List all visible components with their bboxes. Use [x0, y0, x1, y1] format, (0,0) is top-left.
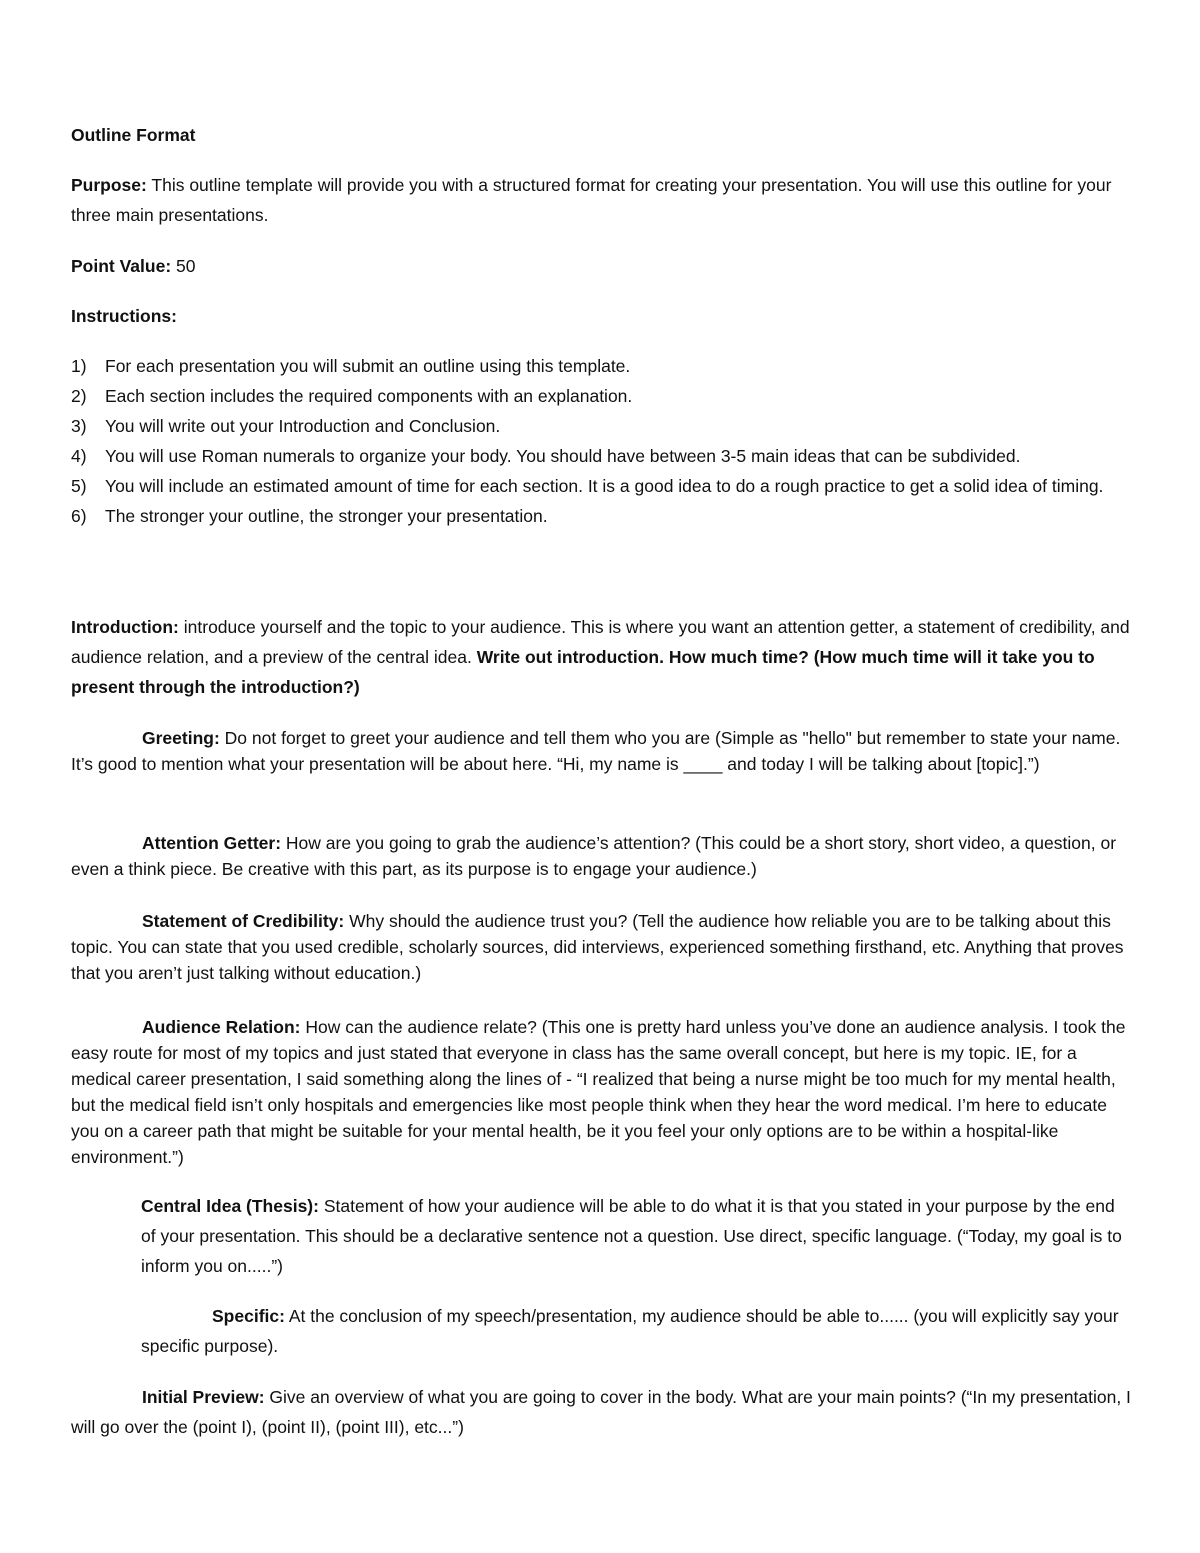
list-number: 5)	[71, 476, 87, 496]
greeting-text: Do not forget to greet your audience and tell them who you are (Simple as "hello" but remember to state your name. It’s good to mention what your presentation will be about here. “Hi, my name is ____ and today I will be talking about [topic].”)	[71, 728, 1121, 774]
list-number: 4)	[71, 446, 87, 466]
list-item	[71, 351, 1131, 381]
purpose-paragraph	[71, 170, 1131, 230]
point-value-label: Point Value:	[71, 256, 172, 276]
initial-preview-label: Initial Preview:	[142, 1387, 265, 1407]
central-idea-label: Central Idea (Thesis):	[141, 1196, 319, 1216]
list-number: 2)	[71, 386, 87, 406]
list-item	[71, 501, 1131, 531]
attention-getter-label: Attention Getter:	[142, 833, 282, 853]
specific-text: At the conclusion of my speech/presentation, my audience should be able to...... (you will explicitly say your specific purpose).	[141, 1306, 1119, 1356]
greeting-label: Greeting:	[142, 728, 220, 748]
credibility-text: Why should the audience trust you? (Tell the audience how reliable you are to be talking about this topic. You can state that you used credible, scholarly sources, did interviews, experienced something firsthand, etc. Anything that proves that you aren’t just talking without education.)	[71, 911, 1124, 983]
purpose-text: This outline template will provide you with a structured format for creating your presentation. You will use this outline for your three main presentations.	[71, 175, 1112, 225]
audience-relation-paragraph	[71, 1014, 1131, 1170]
introduction-paragraph	[71, 612, 1131, 702]
audience-relation-label: Audience Relation:	[142, 1017, 301, 1037]
credibility-label: Statement of Credibility:	[142, 911, 345, 931]
list-text: The stronger your outline, the stronger your presentation.	[105, 506, 548, 526]
list-item	[71, 441, 1131, 471]
introduction-text: introduce yourself and the topic to your audience. This is where you want an attention getter, a statement of credibility, and audience relation, and a preview of the central idea.	[71, 617, 1130, 667]
instructions-list	[71, 351, 1131, 531]
instructions-heading: Instructions:	[71, 306, 177, 326]
initial-preview-text: Give an overview of what you are going to cover in the body. What are your main points? (“In my presentation, I will go over the (point I), (point II), (point III), etc...”)	[71, 1387, 1131, 1437]
purpose-label: Purpose:	[71, 175, 147, 195]
attention-getter-text: How are you going to grab the audience’s attention? (This could be a short story, short video, a question, or even a think piece. Be creative with this part, as its purpose is to engage your audience.)	[71, 833, 1117, 879]
document-title: Outline Format	[71, 125, 196, 145]
list-text: For each presentation you will submit an outline using this template.	[105, 356, 631, 376]
central-idea-text: Statement of how your audience will be able to do what it is that you stated in your purpose by the end of your presentation. This should be a declarative sentence not a question. Use direct, specific language. (“Today, my goal is to inform you on.....”)	[141, 1196, 1122, 1276]
point-value-paragraph	[71, 251, 1131, 281]
attention-getter-paragraph	[71, 830, 1131, 882]
list-item	[71, 471, 1131, 501]
list-number: 1)	[71, 356, 87, 376]
central-idea-paragraph	[141, 1191, 1131, 1281]
list-number: 6)	[71, 506, 87, 526]
list-number: 3)	[71, 416, 87, 436]
introduction-label: Introduction:	[71, 617, 179, 637]
specific-paragraph	[141, 1301, 1131, 1361]
point-value: 50	[171, 256, 196, 276]
credibility-paragraph	[71, 908, 1131, 986]
list-text: You will include an estimated amount of time for each section. It is a good idea to do a rough practice to get a solid idea of timing.	[105, 476, 1104, 496]
list-text: Each section includes the required components with an explanation.	[105, 386, 633, 406]
list-text: You will write out your Introduction and Conclusion.	[105, 416, 501, 436]
list-text: You will use Roman numerals to organize your body. You should have between 3-5 main ideas that can be subdivided.	[105, 446, 1021, 466]
specific-label: Specific:	[212, 1306, 285, 1326]
list-item	[71, 411, 1131, 441]
initial-preview-paragraph	[71, 1382, 1131, 1442]
audience-relation-text: How can the audience relate? (This one is pretty hard unless you’ve done an audience analysis. I took the easy route for most of my topics and just stated that everyone in class has the same overall concept, but here is my topic. IE, for a medical career presentation, I said something along the lines of - “I realized that being a nurse might be too much for my mental health, but the medical field isn’t only hospitals and emergencies like most people think when they hear the word medical. I’m here to educate you on a career path that might be suitable for your mental health, be it you feel your only options are to be within a hospital-like environment.”)	[71, 1017, 1126, 1167]
list-item	[71, 381, 1131, 411]
greeting-paragraph	[71, 725, 1131, 777]
introduction-bold-text: Write out introduction. How much time? (How much time will it take you to present through the introduction?)	[71, 647, 1095, 697]
